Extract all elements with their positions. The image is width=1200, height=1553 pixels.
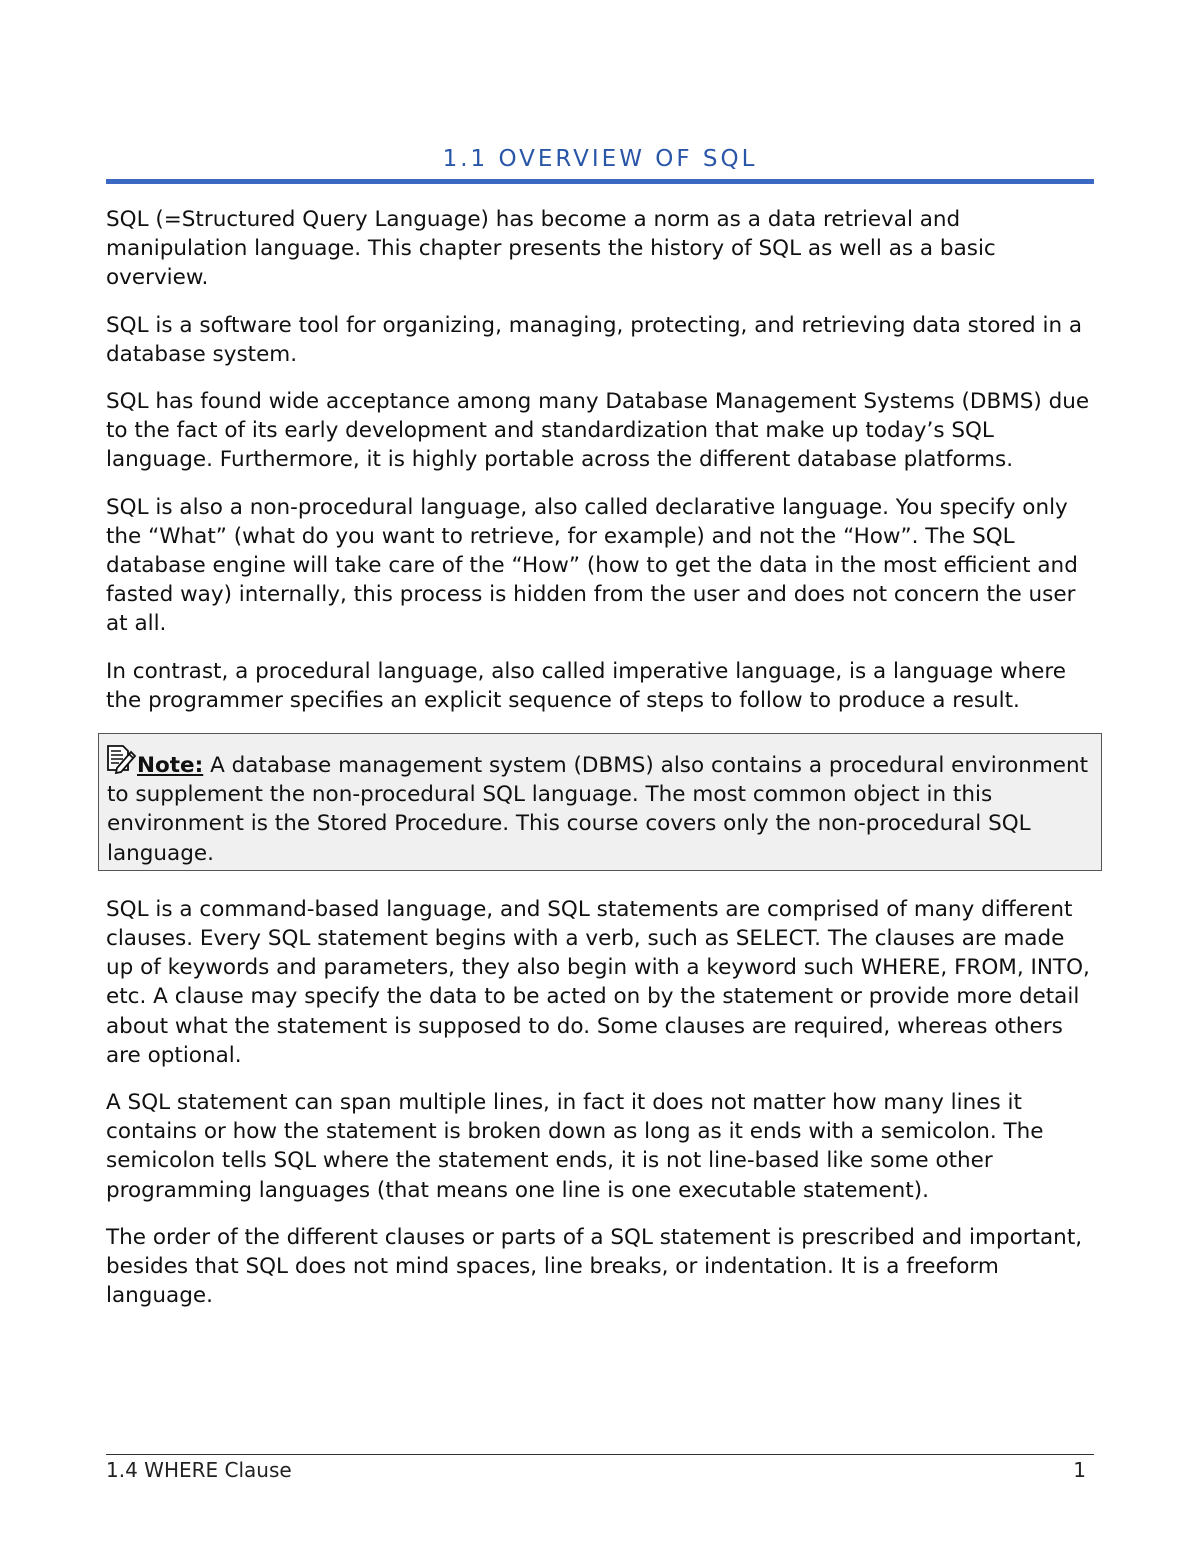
footer-section-title: 1.4 WHERE Clause — [106, 1458, 292, 1482]
page-title: 1.1 OVERVIEW OF SQL — [442, 146, 758, 172]
note-label: Note: — [137, 753, 204, 779]
paragraph-procedural-contrast: In contrast, a procedural language, also called imperative language, is a language where the programmer specifies an explicit sequence of steps to follow to produce a result. — [106, 658, 1066, 713]
paragraph-software-tool: SQL is a software tool for organizing, managing, protecting, and retrieving data stored in a database system. — [106, 312, 1083, 367]
paragraph-command-based: SQL is a command-based language, and SQL statements are comprised of many different clauses. Every SQL statement begins with a verb, such as SELECT. The clauses are made up of keywords and parameters, they also begin with a keyword such WHERE, FROM, INTO, etc. A clause may specify the data to be acted on by the statement or provide more detail about what the statement is supposed to do. Some clauses are required, whereas others are optional. — [106, 896, 1090, 1068]
paragraph-multiple-lines: A SQL statement can span multiple lines, in fact it does not matter how many lines it contains or how the statement is broken down as long as it ends with a semicolon. The semicolon tells SQL where the statement ends, it is not line-based like some other programming languages (that means one line is one executable statement). — [106, 1090, 1044, 1203]
footer-page-number: 1 — [1073, 1458, 1086, 1482]
note-callout-box — [98, 733, 1102, 871]
paragraph-non-procedural: SQL is also a non-procedural language, also called declarative language. You specify only the “What” (what do you want to retrieve, for example) and not the “How”. The SQL database engine will take care of the “How” (how to get the data in the most efficient and fasted way) internally, this process is hidden from the user and does not concern the user at all. — [106, 494, 1078, 637]
paragraph-acceptance: SQL has found wide acceptance among many Database Management Systems (DBMS) due to the fact of its early development and standardization that make up today’s SQL language. Furthermore, it is highly portable across the different database platforms. — [106, 389, 1090, 473]
paragraph-clause-order: The order of the different clauses or parts of a SQL statement is prescribed and important, besides that SQL does not mind spaces, line breaks, or indentation. It is a freeform language. — [106, 1224, 1083, 1309]
document-body — [106, 205, 1096, 1329]
note-pencil-icon — [103, 742, 137, 776]
title-underline-rule — [106, 179, 1094, 184]
paragraph-intro: SQL (=Structured Query Language) has become a norm as a data retrieval and manipulation language. This chapter presents the history of SQL as well as a basic overview. — [106, 207, 996, 291]
footer-rule — [106, 1454, 1094, 1455]
note-text: A database management system (DBMS) also contains a procedural environment to supplement the non-procedural SQL language. The most common object in this environment is the Stored Procedure. This course covers only the non-procedural SQL language. — [107, 753, 1089, 866]
document-page — [106, 0, 1094, 1553]
